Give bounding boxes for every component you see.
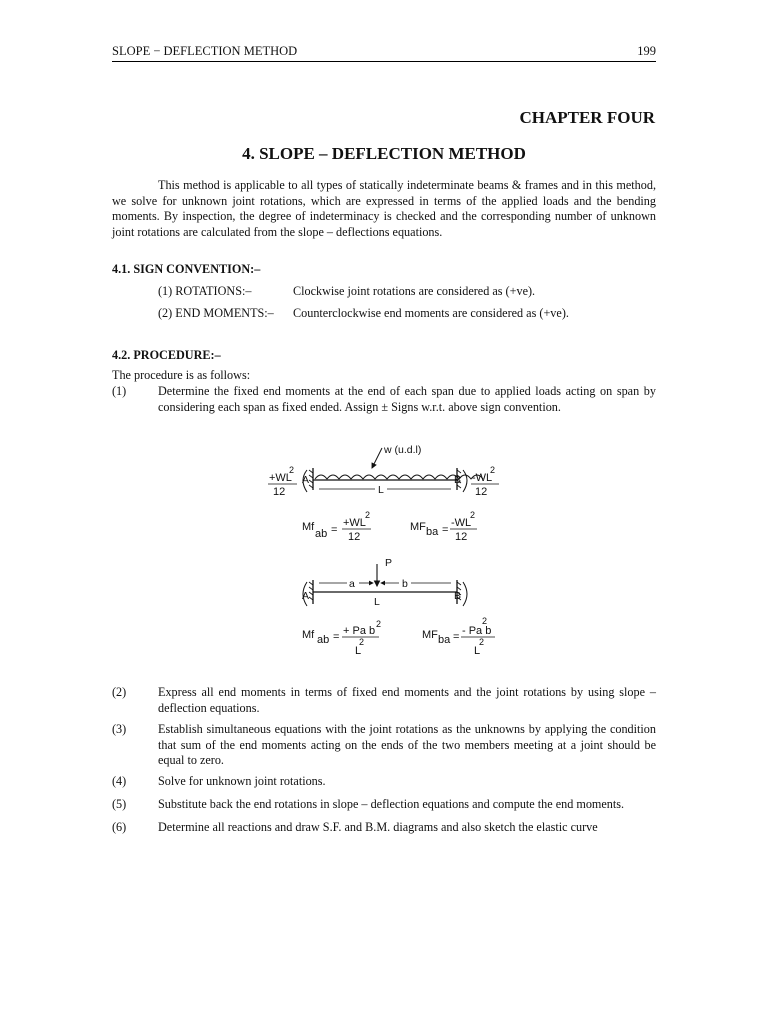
udl-span-label: L — [378, 484, 384, 496]
pl-right-moment-arc — [463, 582, 467, 606]
intro-paragraph: This method is applicable to all types of statically indeterminate beams & frames and in this method, we solve for unknown joint rotations, which are expressed in terms of the applied loads and the bending moments. By inspection, the degree of indeterminacy is checked and the corresponding number of unknown joint rotations are calculated from the slope – deflections equations. — [112, 178, 656, 239]
right-moment-arc — [463, 470, 467, 492]
pl-mfba-den: L — [474, 645, 481, 657]
convention-label-rotations: (1) ROTATIONS:– — [158, 284, 252, 298]
udl-mfab-exp: 2 — [365, 510, 371, 520]
udl-mfba-num: -WL — [451, 517, 472, 529]
udl-mfba-exp: 2 — [470, 510, 476, 520]
step-5-text: Substitute back the end rotations in slope – deflection equations and compute the end moments. — [158, 797, 625, 811]
pl-node-b: B — [454, 590, 462, 602]
pl-mfba-num: - Pa b — [462, 625, 492, 637]
udl-mfab-num: +WL — [343, 517, 366, 529]
pl-node-a: A — [302, 590, 310, 602]
pl-load-label: P — [385, 557, 393, 569]
chapter-title: 4. SLOPE – DEFLECTION METHOD — [242, 144, 526, 163]
pl-span-label: L — [374, 596, 380, 608]
step-6-text: Determine all reactions and draw S.F. and B.M. diagrams and also sketch the elastic curve — [158, 820, 598, 834]
point-load-beam-figure — [255, 550, 515, 660]
header-title: SLOPE − DEFLECTION METHOD — [112, 44, 298, 58]
udl-left-moment-exp: 2 — [289, 465, 295, 475]
udl-mfba-sub: ba — [426, 526, 439, 538]
pl-mfba-equals: = — [453, 631, 460, 643]
pl-mfba-prefix: MF — [422, 629, 438, 641]
step-4-number: (4) — [112, 774, 127, 788]
udl-node-b: B — [454, 474, 462, 486]
pl-mfab-prefix: Mf — [302, 629, 315, 641]
udl-right-moment-num: -WL — [472, 472, 493, 484]
udl-mfab-sub: ab — [315, 528, 328, 540]
step-2-number: (2) — [112, 685, 127, 699]
pl-a-label: a — [349, 578, 355, 590]
udl-mfab-den: 12 — [348, 531, 361, 543]
step-2-text: Express all end moments in terms of fixed end moments and the joint rotations by using slope – deflection equations. — [158, 685, 656, 715]
udl-mfba-equals: = — [442, 524, 449, 536]
convention-label-moments: (2) END MOMENTS:– — [158, 306, 274, 320]
udl-left-moment-den: 12 — [273, 486, 286, 498]
convention-text-rotations: Clockwise joint rotations are considered as (+ve). — [293, 284, 536, 298]
pl-mfba-num-exp: 2 — [482, 616, 488, 626]
step-4-text: Solve for unknown joint rotations. — [158, 774, 326, 788]
udl-mfba-den: 12 — [455, 531, 468, 543]
pl-mfab-equals: = — [333, 631, 340, 643]
udl-node-a: A — [302, 474, 310, 486]
step-1-text: Determine the fixed end moments at the end of each span due to applied loads acting on span by considering each span as fixed ended. Assign ± Signs w.r.t. above sign convention. — [158, 384, 656, 414]
udl-beam-figure — [255, 436, 515, 546]
step-3-text: Establish simultaneous equations with the joint rotations as the unknowns by applying the condition that sum of the end moments acting on the ends of the two members meeting at a joint should be equal to zero. — [158, 722, 656, 767]
udl-right-moment-den: 12 — [475, 486, 488, 498]
udl-right-moment-exp: 2 — [490, 465, 496, 475]
udl-mfba-prefix: MF — [410, 521, 426, 533]
pl-b-label: b — [402, 578, 408, 590]
step-3-number: (3) — [112, 722, 127, 736]
procedure-heading: 4.2. PROCEDURE:– — [112, 348, 221, 362]
convention-text-moments: Counterclockwise end moments are considered as (+ve). — [293, 306, 569, 320]
pl-mfba-sub: ba — [438, 634, 451, 646]
step-1-number: (1) — [112, 384, 127, 398]
pl-mfab-den-exp: 2 — [359, 637, 365, 647]
procedure-lead: The procedure is as follows: — [112, 368, 251, 382]
pl-mfab-num-exp: 2 — [376, 619, 382, 629]
udl-mfab-prefix: Mf — [302, 521, 315, 533]
pl-mfab-num: + Pa b — [343, 625, 376, 637]
step-5-number: (5) — [112, 797, 127, 811]
sign-convention-heading: 4.1. SIGN CONVENTION:– — [112, 262, 261, 276]
pl-mfab-den: L — [355, 645, 362, 657]
udl-load-arrow — [372, 448, 382, 468]
running-header — [112, 44, 656, 62]
step-6-number: (6) — [112, 820, 127, 834]
udl-left-moment-num: +WL — [269, 472, 292, 484]
udl-mfab-equals: = — [331, 524, 338, 536]
pl-mfab-sub: ab — [317, 634, 330, 646]
chapter-label: CHAPTER FOUR — [519, 108, 655, 127]
page-number: 199 — [637, 44, 656, 58]
udl-load-label: w (u.d.l) — [384, 444, 422, 456]
pl-mfba-den-exp: 2 — [479, 637, 485, 647]
